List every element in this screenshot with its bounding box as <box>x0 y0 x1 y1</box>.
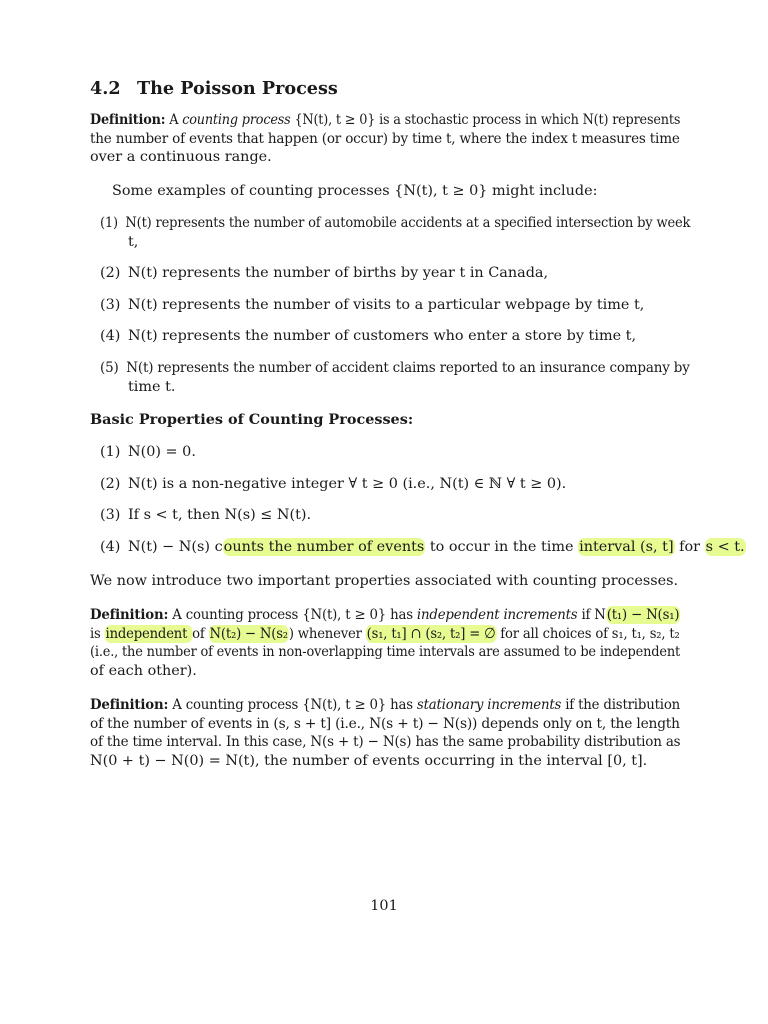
definition-text: of the time interval. In this case, N(s + t) − N(s) has the same probability distribution as <box>90 734 681 751</box>
properties-heading-text: Basic Properties of Counting Processes: <box>90 411 414 428</box>
transition-paragraph: We now introduce two important properties associated with counting processes. <box>90 573 679 589</box>
highlight: interval (s, t] <box>579 539 674 555</box>
examples-intro: Some examples of counting processes {N(t), t ≥ 0} might include: <box>112 183 598 199</box>
definition-text: {N(t), t ≥ 0} is a stochastic process in which N(t) represents <box>290 112 681 128</box>
list-text: to occur in the time <box>425 539 579 555</box>
list-marker: (3) <box>100 507 121 523</box>
list-text: for <box>674 539 705 555</box>
list-item <box>100 475 680 494</box>
list-item <box>100 327 680 346</box>
list-item <box>100 506 680 525</box>
page-number: 101 <box>370 898 398 914</box>
definition-label: Definition: <box>90 606 169 623</box>
list-marker: (3) <box>100 297 121 313</box>
list-item <box>100 296 680 315</box>
list-marker: (4) <box>100 539 121 555</box>
list-item <box>100 214 691 251</box>
definition-text: A counting process {N(t), t ≥ 0} has <box>168 697 417 713</box>
list-text: N(t) represents the number of visits to a particular webpage by time t, <box>128 297 645 313</box>
list-marker: (2) <box>100 476 121 492</box>
list-text: N(t) represents the number of accident claims reported to an insurance company by <box>126 360 690 376</box>
highlight: (s₁, t₁] ∩ (s₂, t₂] = ∅ <box>366 625 496 642</box>
list-text: N(t) − N(s) c <box>128 539 223 555</box>
highlight: (t₁) − N(s₁) <box>606 607 680 623</box>
list-marker: (2) <box>100 265 121 281</box>
list-text: t, <box>128 233 139 250</box>
highlight: independent <box>105 625 192 642</box>
definition-text: ) whenever <box>288 625 366 642</box>
definition-stationary-increments <box>90 696 681 770</box>
definition-text: is <box>90 625 105 642</box>
definition-label: Definition: <box>90 696 169 713</box>
definition-term: independent increments <box>416 607 578 623</box>
definition-text: if N <box>577 607 606 623</box>
highlight: N(t₂) − N(s₂ <box>209 625 288 642</box>
definition-text: if the distribution <box>561 697 681 713</box>
definition-text: over a continuous range. <box>90 149 272 166</box>
list-marker: (1) <box>100 444 121 460</box>
list-marker: (5) <box>100 360 119 376</box>
definition-text: for all choices of s₁, t₁, s₂, t₂ <box>496 625 680 642</box>
list-item <box>100 538 745 557</box>
highlight: s < t. <box>705 539 745 555</box>
list-text: N(t) is a non-negative integer ∀ t ≥ 0 (i.e., N(t) ∈ ℕ ∀ t ≥ 0). <box>128 476 567 492</box>
definition-text: A <box>165 112 183 128</box>
section-title: The Poisson Process <box>137 78 338 99</box>
definition-text: of <box>192 625 209 642</box>
definition-term: counting process <box>182 112 291 128</box>
definition-term: stationary increments <box>416 697 562 713</box>
definition-text: of each other). <box>90 662 197 679</box>
definition-text: of the number of events in (s, s + t] (i.e., N(s + t) − N(s)) depends only on t, the length <box>90 715 680 732</box>
definition-counting-process <box>90 111 681 167</box>
section-heading <box>90 78 338 99</box>
properties-heading <box>90 411 678 430</box>
list-item <box>100 264 680 283</box>
list-text: N(t) represents the number of automobile accidents at a specified intersection by week <box>125 215 691 231</box>
definition-label: Definition: <box>90 111 166 128</box>
list-text: N(t) represents the number of births by year t in Canada, <box>128 265 549 281</box>
list-text: time t. <box>128 378 176 395</box>
list-item <box>100 359 690 396</box>
definition-text: the number of events that happen (or occur) by time t, where the index t measures time <box>90 130 680 147</box>
list-marker: (1) <box>100 215 118 231</box>
definition-text: N(0 + t) − N(0) = N(t), the number of events occurring in the interval [0, t]. <box>90 752 648 769</box>
list-text: If s < t, then N(s) ≤ N(t). <box>128 507 312 523</box>
list-item <box>100 443 680 462</box>
list-text: N(t) represents the number of customers who enter a store by time t, <box>128 328 637 344</box>
section-number: 4.2 <box>90 78 121 99</box>
highlight: ounts the number of events <box>223 539 425 555</box>
list-marker: (4) <box>100 328 121 344</box>
definition-text: A counting process {N(t), t ≥ 0} has <box>168 607 417 623</box>
list-text: N(0) = 0. <box>128 444 196 460</box>
definition-text: (i.e., the number of events in non-overlapping time intervals are assumed to be independent <box>90 644 681 661</box>
definition-independent-increments <box>90 606 681 680</box>
